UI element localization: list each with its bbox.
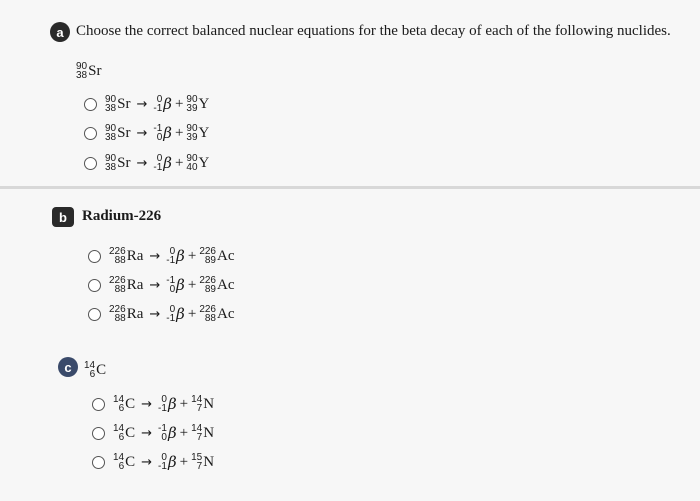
answer-option[interactable] [88,247,235,265]
product-nuclide-numbers [199,247,216,265]
beta-particle-bottom: 0 [161,432,167,443]
reactant-nuclide-numbers [105,95,116,113]
reactant-nuclide-symbol: Sr [117,154,131,171]
beta-particle [158,395,177,413]
product-nuclide-numbers [191,424,202,442]
answer-option[interactable] [88,276,235,294]
beta-particle-top: -1 [166,275,176,286]
reactant-nuclide-numbers [113,424,124,442]
reactant-nuclide [105,124,130,142]
reactant-nuclide-top: 226 [109,275,126,286]
beta-particle-bottom: -1 [153,103,163,114]
product-nuclide-numbers [191,395,202,413]
product-nuclide-symbol: Ac [217,305,235,322]
beta-particle-numbers [158,453,167,471]
product-nuclide-numbers [191,453,202,471]
product-nuclide-top: 226 [199,275,216,286]
product-nuclide [186,95,209,113]
product-nuclide [186,124,209,142]
answer-option[interactable] [92,424,214,442]
reactant-nuclide-bottom: 38 [105,162,117,173]
product-nuclide-top: 90 [186,94,198,105]
reactant-nuclide-numbers [105,154,116,172]
part-a-nuclide-mass: 90 [76,61,88,72]
reactant-nuclide-bottom: 6 [118,461,125,472]
reactant-nuclide [105,154,130,172]
product-nuclide-numbers [199,305,216,323]
beta-particle [166,276,185,294]
reactant-nuclide-numbers [109,276,126,294]
beta-particle-numbers [153,95,162,113]
product-nuclide-symbol: Y [198,154,210,171]
beta-particle-top: -1 [153,123,163,134]
product-nuclide [191,424,214,442]
reactant-nuclide-numbers [113,395,124,413]
product-nuclide-numbers [186,124,197,142]
product-nuclide-numbers [186,95,197,113]
reactant-nuclide [109,305,143,323]
answer-option[interactable] [88,305,235,323]
product-nuclide-symbol: N [203,395,215,412]
reaction-arrow: → [136,125,148,141]
part-a-prompt: Choose the correct balanced nuclear equations for the beta decay of each of the following nuclides. [76,23,671,39]
radio-button[interactable] [88,308,101,321]
beta-particle-top: 0 [161,394,167,405]
beta-particle [158,453,177,471]
beta-particle-numbers [166,305,175,323]
product-nuclide-symbol: Ac [217,276,235,293]
reactant-nuclide-numbers [113,453,124,471]
answer-option[interactable] [92,453,214,471]
part-c-badge: c [58,357,78,377]
reactant-nuclide [113,453,135,471]
reactant-nuclide-top: 90 [105,94,117,105]
reactant-nuclide-symbol: Sr [117,124,131,141]
reactant-nuclide [105,95,130,113]
reactant-nuclide [113,395,135,413]
reactant-nuclide-bottom: 88 [114,255,126,266]
product-nuclide [191,453,214,471]
beta-particle [166,305,185,323]
reactant-nuclide-bottom: 88 [114,313,126,324]
plus-sign: + [179,453,189,470]
product-nuclide [199,305,234,323]
part-c-nuclide-mass: 14 [84,360,96,371]
reactant-nuclide-bottom: 6 [118,403,125,414]
section-divider [0,186,700,189]
product-nuclide-bottom: 7 [196,432,203,443]
radio-button[interactable] [92,398,105,411]
product-nuclide-bottom: 39 [186,103,198,114]
radio-button[interactable] [84,98,97,111]
beta-particle-symbol: β [167,424,177,442]
beta-particle-bottom: -1 [153,162,163,173]
beta-particle-top: 0 [161,452,167,463]
beta-particle-bottom: -1 [166,313,176,324]
beta-particle-top: 0 [169,304,176,315]
product-nuclide-bottom: 88 [204,313,216,324]
product-nuclide-bottom: 40 [186,162,198,173]
product-nuclide-symbol: N [203,424,215,441]
beta-particle-numbers [166,247,175,265]
beta-particle-top: 0 [169,246,176,257]
reactant-nuclide-top: 14 [113,452,125,463]
product-nuclide [199,276,234,294]
product-nuclide [199,247,234,265]
reactant-nuclide [113,424,135,442]
reaction-arrow: → [136,96,148,112]
reactant-nuclide-top: 90 [105,123,117,134]
reactant-nuclide-top: 226 [109,304,126,315]
reaction-arrow: → [141,425,153,441]
radio-button[interactable] [84,127,97,140]
radio-button[interactable] [92,427,105,440]
product-nuclide-top: 226 [199,246,216,257]
beta-particle-symbol: β [163,95,172,113]
beta-particle-bottom: 0 [156,132,163,143]
answer-option[interactable] [92,395,214,413]
radio-button[interactable] [88,250,101,263]
beta-particle-numbers [158,424,167,442]
plus-sign: + [187,247,197,264]
plus-sign: + [179,424,189,441]
plus-sign: + [174,154,184,171]
reactant-nuclide-symbol: Ra [126,276,144,293]
reactant-nuclide-top: 14 [113,394,125,405]
product-nuclide-top: 14 [191,423,203,434]
plus-sign: + [187,276,197,293]
reactant-nuclide-top: 226 [109,246,126,257]
product-nuclide-bottom: 7 [196,461,203,472]
radio-button[interactable] [84,157,97,170]
radio-button[interactable] [88,279,101,292]
product-nuclide [186,154,209,172]
product-nuclide-bottom: 89 [204,255,216,266]
product-nuclide-top: 90 [186,153,198,164]
part-b-prompt: Radium-226 [82,208,162,224]
plus-sign: + [179,395,189,412]
beta-particle [166,247,185,265]
beta-particle-numbers [158,395,167,413]
product-nuclide-symbol: N [203,453,215,470]
beta-particle-symbol: β [163,124,172,142]
product-nuclide-numbers [186,154,197,172]
plus-sign: + [174,124,184,141]
beta-particle-symbol: β [176,247,185,265]
beta-particle-top: 0 [156,153,163,164]
beta-particle-bottom: 0 [169,284,176,295]
part-c-nuclide [84,356,106,379]
part-a-nuclide-atomic: 38 [76,70,88,81]
beta-particle-symbol: β [176,276,185,294]
beta-particle [153,154,172,172]
beta-particle-symbol: β [167,453,177,471]
beta-particle-top: -1 [158,423,167,434]
reaction-arrow: → [149,277,161,293]
beta-particle-bottom: -1 [158,403,167,414]
reactant-nuclide-bottom: 88 [114,284,126,295]
reaction-arrow: → [141,454,153,470]
product-nuclide-top: 14 [191,394,203,405]
part-b-badge: b [52,207,74,227]
product-nuclide-bottom: 39 [186,132,198,143]
answer-option[interactable] [84,95,209,113]
reactant-nuclide [109,247,143,265]
reactant-nuclide-symbol: C [125,453,136,470]
beta-particle [158,424,177,442]
product-nuclide-top: 226 [199,304,216,315]
reactant-nuclide-numbers [109,247,126,265]
reactant-nuclide-symbol: Ra [126,305,144,322]
reaction-arrow: → [141,396,153,412]
beta-particle-symbol: β [167,395,177,413]
product-nuclide-symbol: Y [198,124,210,141]
reactant-nuclide [109,276,143,294]
beta-particle-symbol: β [163,154,172,172]
beta-particle-numbers [166,276,175,294]
reactant-nuclide-bottom: 38 [105,132,117,143]
reactant-nuclide-top: 14 [113,423,125,434]
reaction-arrow: → [149,248,161,264]
beta-particle [153,95,172,113]
product-nuclide-symbol: Y [198,95,210,112]
reactant-nuclide-symbol: C [125,395,136,412]
reaction-arrow: → [149,306,161,322]
part-c-nuclide-atomic: 6 [89,369,96,380]
answer-option[interactable] [84,154,209,172]
product-nuclide-symbol: Ac [217,247,235,264]
beta-particle-numbers [153,154,162,172]
product-nuclide [191,395,214,413]
answer-option[interactable] [84,124,209,142]
reactant-nuclide-symbol: C [125,424,136,441]
product-nuclide-bottom: 89 [204,284,216,295]
product-nuclide-bottom: 7 [196,403,203,414]
beta-particle-symbol: β [176,305,185,323]
plus-sign: + [187,305,197,322]
beta-particle-numbers [153,124,162,142]
beta-particle [153,124,172,142]
reactant-nuclide-numbers [105,124,116,142]
reactant-nuclide-symbol: Ra [126,247,144,264]
beta-particle-top: 0 [156,94,163,105]
beta-particle-bottom: -1 [166,255,176,266]
reactant-nuclide-bottom: 38 [105,103,117,114]
plus-sign: + [174,95,184,112]
reactant-nuclide-symbol: Sr [117,95,131,112]
product-nuclide-numbers [199,276,216,294]
part-c-nuclide-symbol: C [96,361,107,378]
reactant-nuclide-bottom: 6 [118,432,125,443]
product-nuclide-top: 90 [186,123,198,134]
radio-button[interactable] [92,456,105,469]
part-a-nuclide-symbol: Sr [88,62,102,79]
part-a-badge: a [50,22,70,42]
reactant-nuclide-numbers [109,305,126,323]
product-nuclide-top: 15 [191,452,203,463]
beta-particle-bottom: -1 [158,461,167,472]
reactant-nuclide-top: 90 [105,153,117,164]
reaction-arrow: → [136,155,148,171]
part-a-nuclide [76,57,101,80]
